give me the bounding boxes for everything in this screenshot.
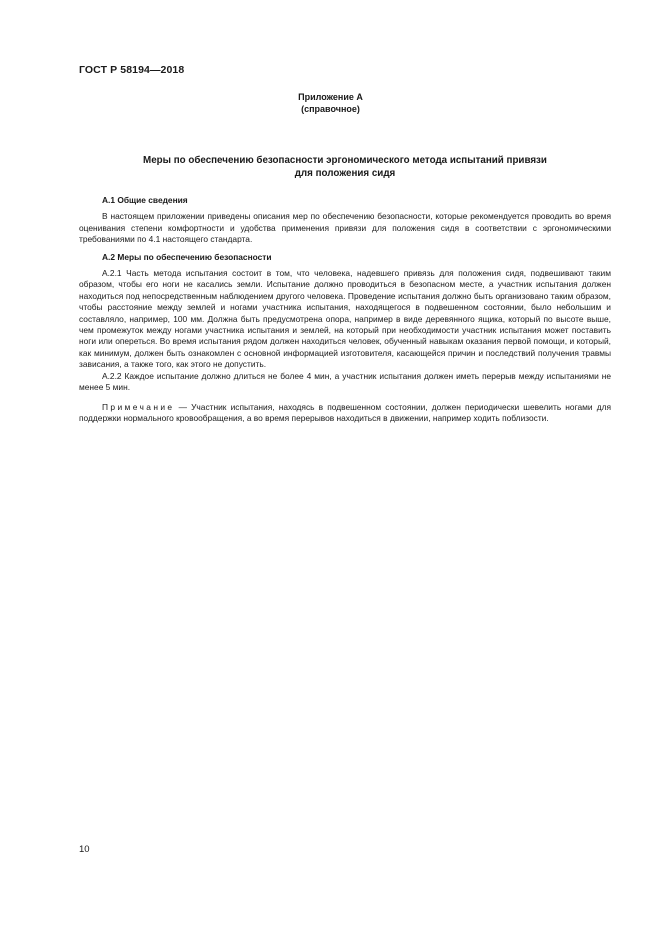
standard-code: ГОСТ Р 58194—2018 [79, 64, 185, 76]
annex-label: Приложение А [298, 92, 363, 102]
section-heading-a1: А.1 Общие сведения [102, 195, 188, 205]
note-paragraph [79, 402, 611, 425]
annex-title-line-2: для положения сидя [294, 167, 396, 179]
paragraph-a1-intro: В настоящем приложении приведены описания мер по обеспечению безопасности, которые рекомендуется проводить во время оценивания степени комфортности и удобства применения привязи для положения сидя в соответствии с эргономическими требованиями по 4.1 настоящего стандарта. [79, 211, 611, 245]
note-text: — Участник испытания, находясь в подвешенном состоянии, должен периодически шевелить ногами для поддержки нормального кровообращения, а во время перерывов находиться в движении, например ходить поблизости. [79, 401, 611, 423]
annex-status: (справочное) [301, 104, 360, 114]
page-number: 10 [79, 844, 90, 855]
annex-title [79, 155, 611, 180]
body-text [79, 195, 611, 424]
section-heading-a2: А.2 Меры по обеспечению безопасности [102, 251, 272, 262]
paragraph-a2-2: А.2.2 Каждое испытание должно длиться не более 4 мин, а участник испытания должен иметь перерыв между испытаниями не менее 5 мин. [79, 370, 611, 393]
annex-header [0, 91, 661, 115]
note-label: Примечание [102, 401, 175, 412]
annex-title-line-1: Меры по обеспечению безопасности эргономического метода испытаний привязи [143, 155, 547, 166]
paragraph-a2-1: А.2.1 Часть метода испытания состоит в том, что человека, надевшего привязь для положения сидя, подвешивают таким образом, чтобы его ноги не касались земли. Испытание должно проводиться в безопасном месте, а участник испытания должен находиться под непосредственным наблюдением другого человека. Проведение испытания должно быть организовано таким образом, чтобы расстояние между землей и ногами участника испытания, находящегося в подвешенном состоянии, было небольшим и составляло, например, 100 мм. Должна быть предусмотрена опора, например в виде деревянного ящика, который по высоте выше, чем промежуток между ногами участника испытания и землей, на который при необходимости участник испытания может поставить ноги или опереться. Во время испытания рядом должен находиться человек, обученный навыкам оказания первой помощи, и который, как минимум, должен быть ознакомлен с основной информацией изготовителя, касающейся причин и последствий получения травмы зависания, а также того, как этого не допустить. [79, 268, 611, 370]
